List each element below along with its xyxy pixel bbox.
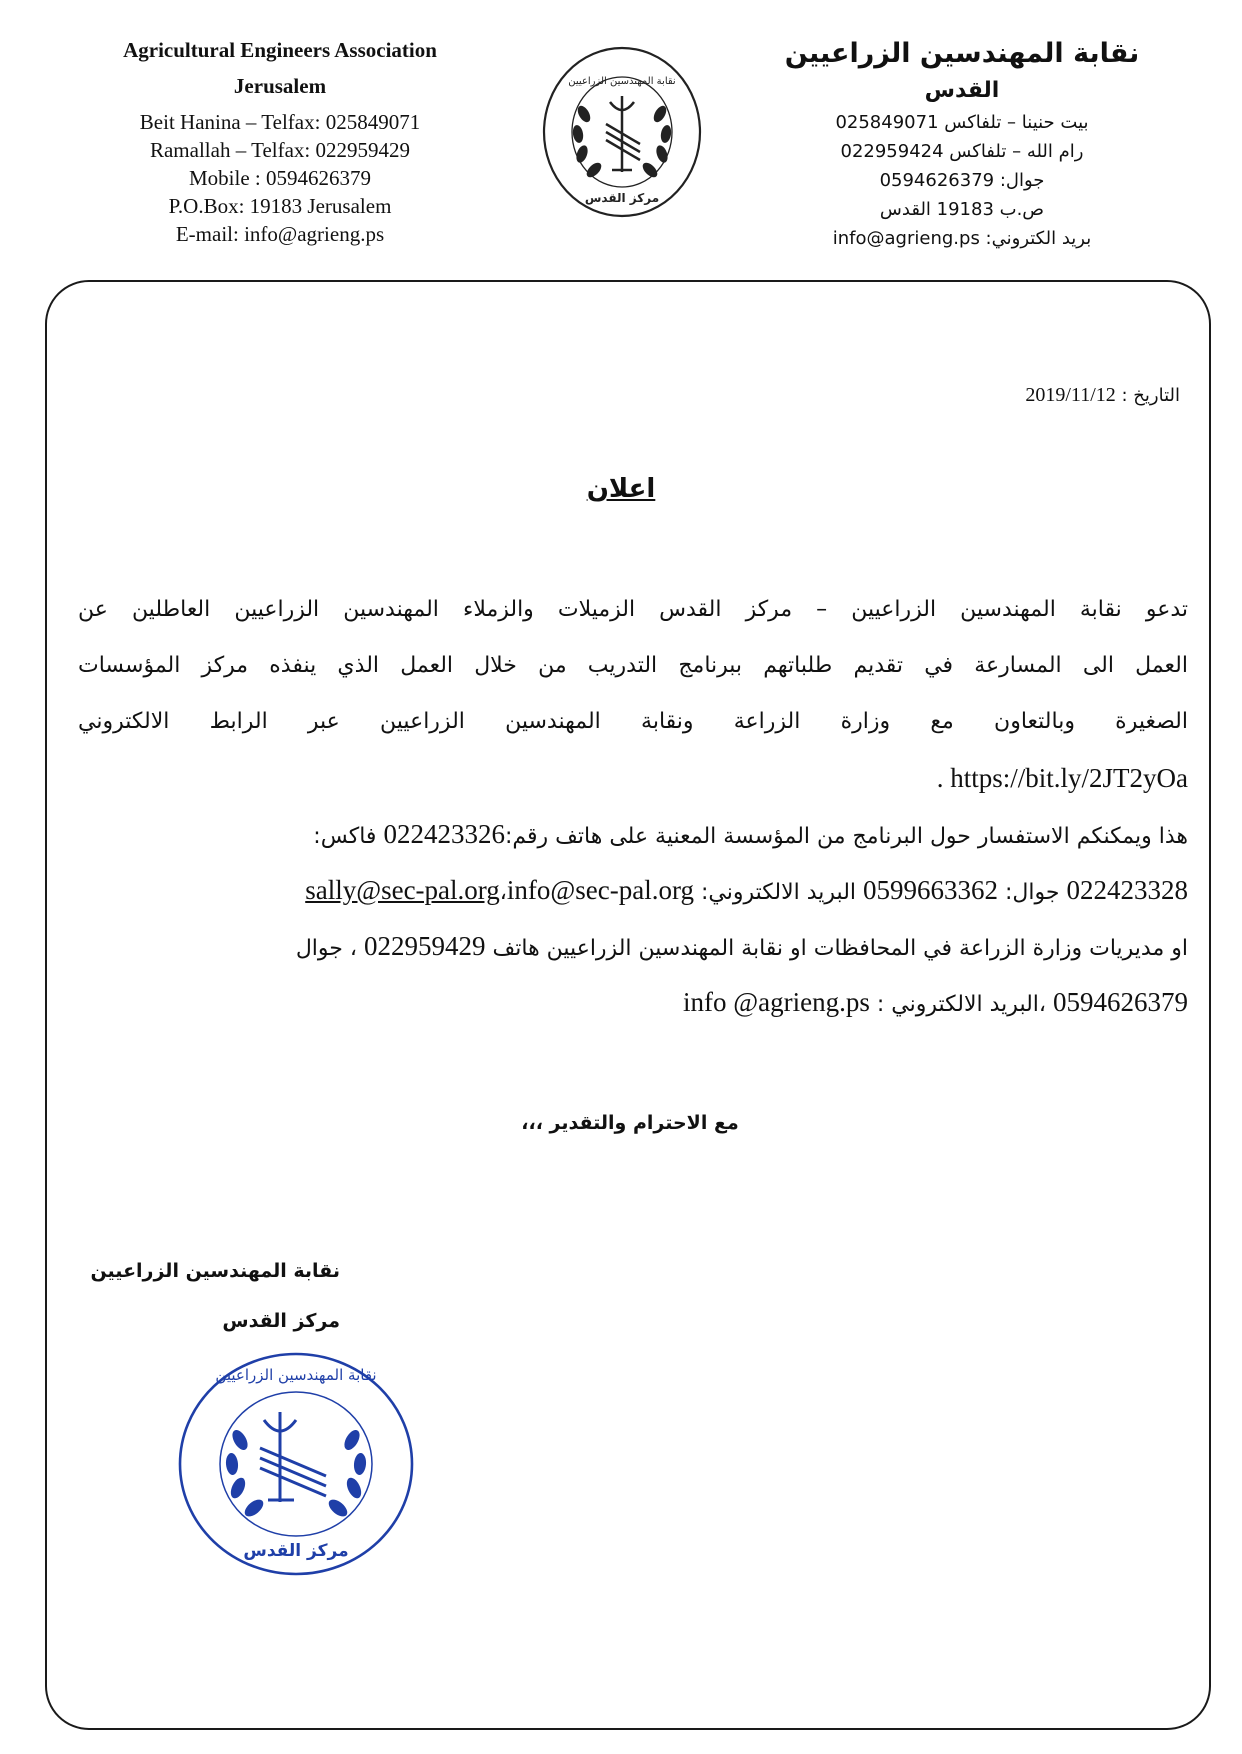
city-english: Jerusalem xyxy=(233,74,327,98)
signature-org: نقابة المهندسين الزراعيين xyxy=(90,1260,340,1282)
body-line-5 xyxy=(78,814,1188,870)
body-line-6 xyxy=(78,870,1188,926)
announcement-title: اعلان xyxy=(586,474,656,504)
contact-line-pobox: P.O.Box: 19183 Jerusalem xyxy=(168,194,392,218)
mobile-tail: ، جوال xyxy=(295,936,357,961)
org-name-english: Agricultural Engineers Association xyxy=(123,38,437,62)
inquiry-text: هذا ويمكنكم الاستفسار حول البرنامج من المؤسسة المعنية على هاتف رقم: xyxy=(504,824,1188,849)
association-email-label: ،البريد الالكتروني : xyxy=(876,992,1046,1017)
email-separator: ، xyxy=(499,880,507,905)
contact-line-ar-1: بيت حنينا – تلفاكس 025849071 xyxy=(835,112,1089,133)
association-mobile: 0594626379 xyxy=(1053,987,1188,1017)
stamp-text-bottom: مركز القدس xyxy=(243,1541,349,1561)
contact-line-email: E-mail: info@agrieng.ps xyxy=(175,222,385,246)
date-value: 2019/11/12 xyxy=(1025,384,1116,406)
contact-line-beit-hanina: Beit Hanina – Telfax: 025849071 xyxy=(139,110,421,134)
fax-number: 022423328 xyxy=(1066,875,1188,905)
signature-center: مركز القدس xyxy=(222,1310,340,1332)
closing-phrase: مع الاحترام والتقدير ،،، xyxy=(521,1112,739,1134)
contact-line-ar-5: بريد الكتروني: info@agrieng.ps xyxy=(832,228,1092,249)
city-arabic: القدس xyxy=(924,78,1000,103)
logo-text-bottom: مركز القدس xyxy=(584,191,660,205)
signature-block xyxy=(60,1246,340,1346)
body-line-1: تدعو نقابة المهندسين الزراعيين – مركز القدس الزميلات والزملاء المهندسين الزراعيين العاطلين عن xyxy=(78,597,1188,622)
logo-text-top: نقابة المهندسين الزراعيين xyxy=(568,76,676,87)
official-stamp xyxy=(176,1350,416,1578)
body-line-2: العمل الى المسارعة في تقديم طلباتهم ببرنامج التدريب من خلال العمل الذي ينفذه مركز المؤسسات xyxy=(78,653,1188,678)
org-name-arabic: نقابة المهندسين الزراعيين xyxy=(784,38,1140,69)
mobile-number: 0599663362 xyxy=(863,875,999,905)
contact-line-ar-4: ص.ب 19183 القدس xyxy=(879,199,1045,220)
contact-line-mobile: Mobile : 0594626379 xyxy=(189,166,371,190)
email-sally[interactable]: sally@sec-pal.org xyxy=(305,875,500,905)
contact-line-ramallah: Ramallah – Telfax: 022959429 xyxy=(149,138,410,162)
body-line-7 xyxy=(78,926,1188,982)
inquiry-phone: 022423326 xyxy=(383,819,505,849)
document-date xyxy=(900,384,1180,407)
association-phone: 022959429 xyxy=(363,931,486,961)
association-email[interactable]: info @agrieng.ps xyxy=(683,987,870,1017)
email-label: البريد الالكتروني: xyxy=(700,880,857,905)
link-url[interactable]: https://bit.ly/2JT2yOa xyxy=(950,763,1188,793)
stamp-text-top: نقابة المهندسين الزراعيين xyxy=(215,1366,377,1384)
body-line-8 xyxy=(78,982,1188,1038)
date-label: التاريخ : xyxy=(1121,385,1180,406)
directorates-text: او مديريات وزارة الزراعة في المحافظات او نقابة المهندسين الزراعيين هاتف xyxy=(492,936,1188,961)
association-logo xyxy=(540,44,704,220)
email-info-secpal[interactable]: info@sec-pal.org xyxy=(506,875,694,905)
announcement-body xyxy=(78,590,1188,1038)
body-line-3: الصغيرة وبالتعاون مع وزارة الزراعة ونقابة المهندسين الزراعيين عبر الرابط الالكتروني xyxy=(78,709,1188,734)
program-link[interactable] xyxy=(937,763,1188,793)
mobile-label: جوال: xyxy=(1005,880,1060,905)
contact-line-ar-2: رام الله – تلفاكس 022959424 xyxy=(840,141,1084,162)
body-line-4 xyxy=(78,758,1188,814)
header-arabic xyxy=(762,34,1162,253)
header-english xyxy=(80,36,480,248)
link-end-dot: . xyxy=(936,763,944,793)
contact-line-ar-3: جوال: 0594626379 xyxy=(879,170,1045,191)
fax-label: فاكس: xyxy=(313,824,377,849)
